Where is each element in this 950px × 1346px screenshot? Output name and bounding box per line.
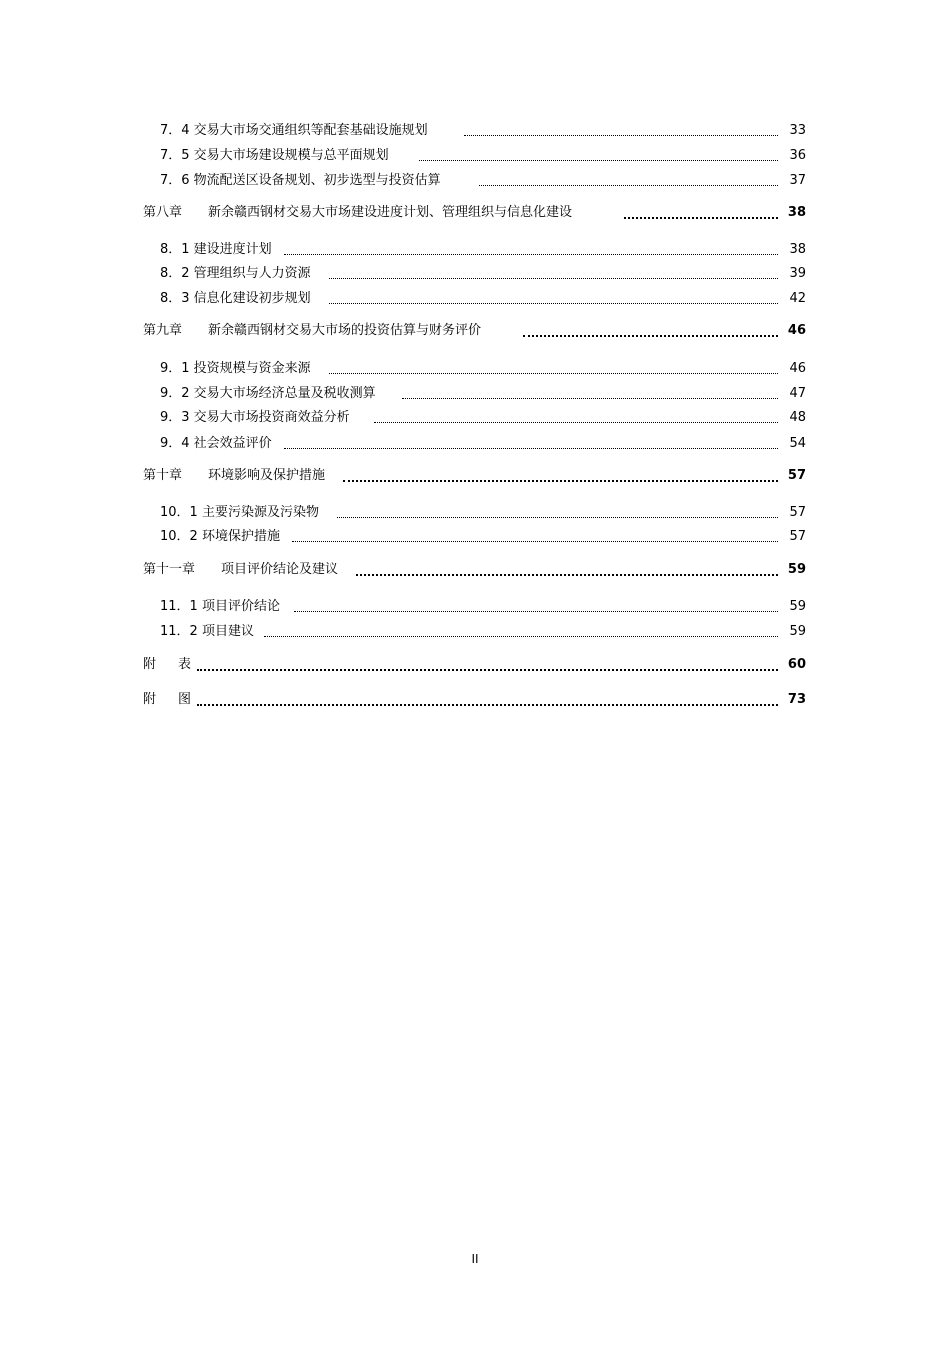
dot-leader	[197, 668, 778, 671]
toc-entry-label: 8．1 建设进度计划	[160, 242, 272, 257]
toc-chapter-number: 第九章	[143, 323, 183, 338]
toc-appendix-figures[interactable]	[143, 690, 806, 710]
toc-chapter-number: 第十一章	[143, 562, 196, 577]
dot-leader	[294, 610, 778, 612]
toc-entry-page: 33	[789, 123, 806, 138]
dot-leader	[292, 540, 778, 542]
toc-entry-page: 57	[787, 468, 806, 483]
toc-entry-8-3[interactable]	[160, 289, 806, 309]
toc-chapter-8[interactable]	[143, 203, 806, 223]
dot-leader	[343, 479, 778, 482]
toc-chapter-title: 表	[178, 657, 192, 672]
dot-leader	[197, 703, 778, 706]
toc-entry-label: 7．5 交易大市场建设规模与总平面规划	[160, 148, 389, 163]
toc-entry-page: 57	[789, 505, 806, 520]
dot-leader	[419, 159, 778, 161]
dot-leader	[356, 573, 778, 576]
toc-entry-label: 9．2 交易大市场经济总量及税收测算	[160, 386, 376, 401]
toc-entry-label: 10．2 环境保护措施	[160, 529, 280, 544]
toc-entry-page: 46	[787, 323, 806, 338]
toc-entry-label: 9．3 交易大市场投资商效益分析	[160, 410, 350, 425]
toc-entry-page: 57	[789, 529, 806, 544]
toc-chapter-title: 新余赣西钢材交易大市场建设进度计划、管理组织与信息化建设	[208, 205, 573, 220]
toc-chapter-title: 图	[178, 692, 192, 707]
toc-chapter-9[interactable]	[143, 321, 806, 341]
dot-leader	[284, 253, 778, 255]
dot-leader	[337, 516, 778, 518]
toc-entry-page: 59	[787, 562, 806, 577]
page-number: II	[471, 1252, 479, 1266]
toc-chapter-11[interactable]	[143, 560, 806, 580]
toc-entry-page: 38	[787, 205, 806, 220]
toc-entry-9-2[interactable]	[160, 384, 806, 404]
toc-entry-label: 9．4 社会效益评价	[160, 436, 272, 451]
dot-leader	[479, 184, 778, 186]
toc-appendix-tables[interactable]	[143, 655, 806, 675]
toc-entry-label: 7．4 交易大市场交通组织等配套基础设施规划	[160, 123, 428, 138]
dot-leader	[329, 302, 778, 304]
toc-entry-label: 9．1 投资规模与资金来源	[160, 361, 311, 376]
dot-leader	[264, 635, 778, 637]
toc-entry-8-2[interactable]	[160, 264, 806, 284]
toc-entry-label: 8．2 管理组织与人力资源	[160, 266, 311, 281]
toc-entry-page: 73	[787, 692, 806, 707]
dot-leader	[329, 372, 778, 374]
toc-entry-page: 60	[787, 657, 806, 672]
toc-entry-7-5[interactable]	[160, 146, 806, 166]
toc-entry-8-1[interactable]	[160, 240, 806, 260]
toc-entry-page: 48	[789, 410, 806, 425]
toc-chapter-title: 新余赣西钢材交易大市场的投资估算与财务评价	[208, 323, 482, 338]
toc-entry-page: 46	[789, 361, 806, 376]
dot-leader	[464, 134, 778, 136]
dot-leader	[284, 447, 778, 449]
dot-leader	[329, 277, 778, 279]
toc-entry-label: 8．3 信息化建设初步规划	[160, 291, 311, 306]
dot-leader	[402, 397, 778, 399]
toc-entry-page: 39	[789, 266, 806, 281]
toc-entry-label: 11．2 项目建议	[160, 624, 254, 639]
toc-entry-page: 37	[789, 173, 806, 188]
dot-leader	[624, 216, 778, 219]
dot-leader	[374, 421, 778, 423]
toc-entry-page: 54	[789, 436, 806, 451]
toc-chapter-title: 项目评价结论及建议	[221, 562, 339, 577]
toc-entry-page: 59	[789, 599, 806, 614]
toc-entry-page: 38	[789, 242, 806, 257]
toc-entry-page: 47	[789, 386, 806, 401]
toc-entry-label: 7．6 物流配送区设备规划、初步选型与投资估算	[160, 173, 441, 188]
toc-entry-label: 10．1 主要污染源及污染物	[160, 505, 319, 520]
toc-chapter-title: 环境影响及保护措施	[208, 468, 326, 483]
toc-entry-page: 42	[789, 291, 806, 306]
toc-entry-11-1[interactable]	[160, 597, 806, 617]
toc-entry-9-3[interactable]	[160, 408, 806, 428]
toc-entry-10-2[interactable]	[160, 527, 806, 547]
toc-chapter-number: 附	[143, 692, 157, 707]
toc-entry-9-4[interactable]	[160, 434, 806, 454]
dot-leader	[523, 334, 778, 337]
toc-chapter-number: 第十章	[143, 468, 183, 483]
toc-entry-page: 59	[789, 624, 806, 639]
toc-entry-page: 36	[789, 148, 806, 163]
toc-entry-label: 11．1 项目评价结论	[160, 599, 280, 614]
toc-chapter-number: 附	[143, 657, 157, 672]
toc-entry-9-1[interactable]	[160, 359, 806, 379]
toc-entry-11-2[interactable]	[160, 622, 806, 642]
toc-entry-7-6[interactable]	[160, 171, 806, 191]
toc-entry-7-4[interactable]	[160, 121, 806, 141]
toc-entry-10-1[interactable]	[160, 503, 806, 523]
toc-chapter-10[interactable]	[143, 466, 806, 486]
toc-chapter-number: 第八章	[143, 205, 183, 220]
